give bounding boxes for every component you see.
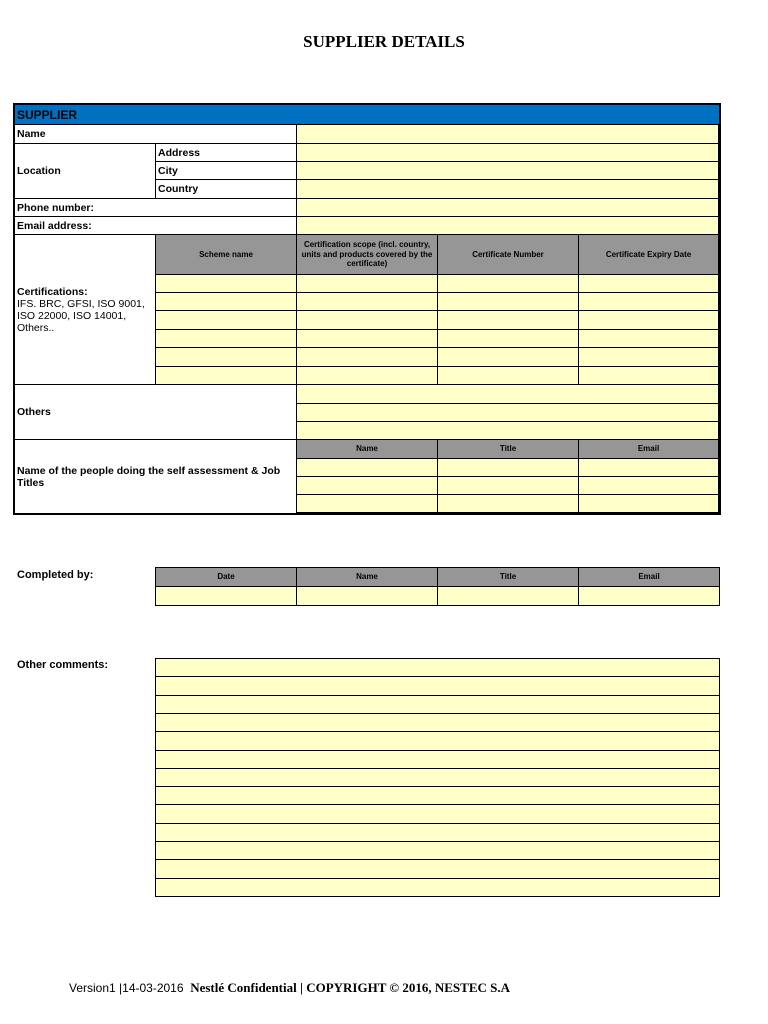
certification-cell[interactable] xyxy=(438,330,579,348)
location-label: Location xyxy=(15,144,156,199)
certification-cell[interactable] xyxy=(579,293,719,311)
people-col-name: Name xyxy=(297,440,438,459)
certification-cell[interactable] xyxy=(156,330,297,348)
certification-cell[interactable] xyxy=(156,367,297,385)
assessor-cell[interactable] xyxy=(438,459,579,477)
self-assessment-people-label: Name of the people doing the self assessment & Job Titles xyxy=(15,440,297,513)
footer-confidential: Nestlé Confidential xyxy=(190,980,297,995)
others-field-1[interactable] xyxy=(297,385,719,404)
city-label: City xyxy=(156,162,297,180)
certification-cell[interactable] xyxy=(297,275,438,293)
name-label: Name xyxy=(15,125,297,144)
certification-cell[interactable] xyxy=(579,330,719,348)
comment-line[interactable] xyxy=(156,860,720,879)
certification-cell[interactable] xyxy=(579,275,719,293)
completed-by-table xyxy=(155,567,720,606)
others-field-3[interactable] xyxy=(297,422,719,440)
country-label: Country xyxy=(156,180,297,199)
certification-cell[interactable] xyxy=(579,311,719,330)
supplier-table xyxy=(13,103,721,515)
certification-cell[interactable] xyxy=(438,275,579,293)
phone-field[interactable] xyxy=(297,199,719,217)
people-col-title: Title xyxy=(438,440,579,459)
certification-cell[interactable] xyxy=(438,311,579,330)
completed-col-title: Title xyxy=(438,568,579,587)
certification-cell[interactable] xyxy=(156,311,297,330)
comment-line[interactable] xyxy=(156,732,720,751)
comment-line[interactable] xyxy=(156,659,720,677)
assessor-cell[interactable] xyxy=(297,495,438,513)
certification-cell[interactable] xyxy=(297,311,438,330)
page-title: SUPPLIER DETAILS xyxy=(303,32,465,51)
certification-cell[interactable] xyxy=(579,348,719,367)
certification-cell[interactable] xyxy=(438,293,579,311)
certifications-examples: IFS. BRC, GFSI, ISO 9001, ISO 22000, ISO 14001, Others.. xyxy=(17,297,145,334)
comment-line[interactable] xyxy=(156,769,720,787)
completed-col-name: Name xyxy=(297,568,438,587)
assessor-cell[interactable] xyxy=(579,477,719,495)
name-field[interactable] xyxy=(297,125,719,144)
certification-cell[interactable] xyxy=(579,367,719,385)
completed-col-email: Email xyxy=(579,568,720,587)
other-comments-label: Other comments: xyxy=(17,659,109,671)
address-label: Address xyxy=(156,144,297,162)
assessor-cell[interactable] xyxy=(579,495,719,513)
comment-line[interactable] xyxy=(156,714,720,732)
address-field[interactable] xyxy=(297,144,719,162)
completed-col-date: Date xyxy=(156,568,297,587)
certification-cell[interactable] xyxy=(297,348,438,367)
assessor-cell[interactable] xyxy=(297,477,438,495)
completed-email-field[interactable] xyxy=(579,587,720,606)
certifications-label xyxy=(15,235,156,385)
certification-cell[interactable] xyxy=(156,348,297,367)
comment-line[interactable] xyxy=(156,842,720,860)
supplier-header: SUPPLIER xyxy=(15,105,719,125)
cert-col-scope: Certification scope (incl. country, units and products covered by the certificate) xyxy=(297,235,438,275)
cert-col-scheme: Scheme name xyxy=(156,235,297,275)
email-field[interactable] xyxy=(297,217,719,235)
comment-line[interactable] xyxy=(156,787,720,805)
assessor-cell[interactable] xyxy=(297,459,438,477)
city-field[interactable] xyxy=(297,162,719,180)
cert-col-expiry: Certificate Expiry Date xyxy=(579,235,719,275)
certification-cell[interactable] xyxy=(156,275,297,293)
phone-label: Phone number: xyxy=(15,199,297,217)
certification-cell[interactable] xyxy=(156,293,297,311)
comment-line[interactable] xyxy=(156,824,720,842)
certification-cell[interactable] xyxy=(438,348,579,367)
people-col-email: Email xyxy=(579,440,719,459)
assessor-cell[interactable] xyxy=(438,477,579,495)
footer-copyright: | COPYRIGHT © 2016, NESTEC S.A xyxy=(300,980,510,995)
completed-by-label: Completed by: xyxy=(17,569,94,581)
certification-cell[interactable] xyxy=(297,330,438,348)
country-field[interactable] xyxy=(297,180,719,199)
certification-cell[interactable] xyxy=(297,293,438,311)
certifications-title: Certifications: xyxy=(17,285,88,298)
email-label: Email address: xyxy=(15,217,297,235)
comment-line[interactable] xyxy=(156,751,720,769)
cert-col-number: Certificate Number xyxy=(438,235,579,275)
certification-cell[interactable] xyxy=(297,367,438,385)
comment-line[interactable] xyxy=(156,805,720,824)
comment-line[interactable] xyxy=(156,677,720,696)
others-label: Others xyxy=(15,385,297,440)
footer xyxy=(69,980,510,996)
completed-date-field[interactable] xyxy=(156,587,297,606)
certification-cell[interactable] xyxy=(438,367,579,385)
comment-line[interactable] xyxy=(156,879,720,897)
others-field-2[interactable] xyxy=(297,404,719,422)
assessor-cell[interactable] xyxy=(438,495,579,513)
completed-name-field[interactable] xyxy=(297,587,438,606)
comment-line[interactable] xyxy=(156,696,720,714)
other-comments-box xyxy=(155,658,720,897)
completed-title-field[interactable] xyxy=(438,587,579,606)
footer-version: Version1 |14-03-2016 xyxy=(69,981,184,995)
assessor-cell[interactable] xyxy=(579,459,719,477)
